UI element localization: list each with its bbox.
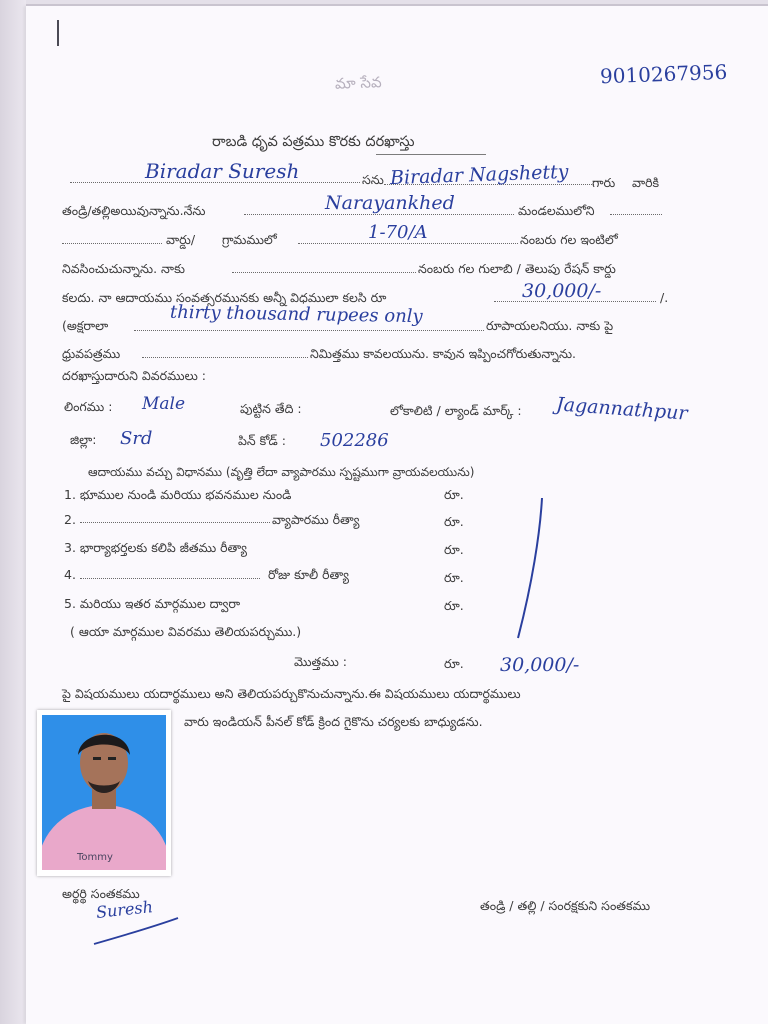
person-silhouette bbox=[42, 715, 166, 870]
declaration-line-2: వారు ఇండియన్ పీనల్ కోడ్ క్రింద గైకొను చర్యలకు బాధ్యుడను. bbox=[184, 714, 483, 729]
text-parent-mandal: తండ్రి/తల్లిఅయివున్నాను.నేను bbox=[62, 203, 206, 218]
rupee-label-3: రూ. bbox=[444, 542, 464, 557]
applicant-signature-label: అర్థర్థి సంతకము bbox=[62, 886, 140, 901]
applicant-signature: Suresh bbox=[95, 897, 154, 922]
applicant-name: Biradar Suresh bbox=[145, 159, 300, 183]
photo-background bbox=[42, 715, 166, 870]
income-item-4-num: 4. bbox=[64, 567, 76, 582]
line4-dots bbox=[232, 272, 416, 273]
gender-value: Male bbox=[142, 394, 186, 414]
text-needed: నిమిత్తము కావలయును. కావున ఇప్పించగోరుతున్నాను. bbox=[310, 346, 577, 361]
text-mandal-lo: మండలములోని bbox=[518, 203, 595, 218]
income-in-words: thirty thousand rupees only bbox=[169, 301, 423, 328]
income-end-mark: /. bbox=[660, 290, 669, 305]
form-title: రాబడి ధృవ పత్రము కొరకు దరఖాస్తు bbox=[212, 134, 415, 150]
text-in-words: (అక్షరాలా bbox=[62, 318, 109, 333]
text-income: కలదు. నా ఆదాయము సంవత్సరమునకు అన్నీ విధములా కలసి రూ bbox=[62, 290, 387, 305]
text-rupees: రూపాయలనియు. నాకు పై bbox=[486, 318, 614, 333]
text-ration-card: నంబరు గల గులాబి / తెలుపు రేషన్ కార్డు bbox=[418, 261, 616, 276]
locality-label: లోకాలిటి / ల్యాండ్ మార్క్ : bbox=[390, 403, 522, 418]
rupee-label-total: రూ. bbox=[444, 656, 464, 671]
pincode-label: పిన్ కోడ్ : bbox=[238, 433, 286, 448]
text-village: గ్రామములో bbox=[222, 232, 277, 247]
page-top-edge bbox=[26, 4, 768, 6]
income-item-2-num: 2. bbox=[64, 512, 76, 527]
phone-number: 9010267956 bbox=[599, 59, 728, 89]
income-other-note: ( ఆయా మార్గముల వివరము తెలియపర్చుము.) bbox=[70, 624, 302, 639]
item2-dots bbox=[80, 522, 270, 523]
text-gaaru: గారు bbox=[592, 175, 616, 190]
income-item-3: 3. భార్యాభర్తలకు కలిపి జీతము రీత్యా bbox=[64, 540, 247, 555]
line3-dots-a bbox=[62, 243, 162, 244]
father-name: Biradar Nagshetty bbox=[389, 160, 569, 190]
rupee-label-1: రూ. bbox=[444, 487, 464, 502]
line6-dots bbox=[134, 330, 484, 331]
house-number: 1-70/A bbox=[368, 222, 428, 243]
title-underline bbox=[376, 154, 486, 155]
dob-label: పుట్టిన తేది : bbox=[240, 401, 302, 416]
line2-dots-b bbox=[610, 214, 662, 215]
text-number-house: నంబరు గల ఇంటిలో bbox=[520, 232, 618, 247]
rupee-label-4: రూ. bbox=[444, 570, 464, 585]
rupee-label-2: రూ. bbox=[444, 514, 464, 529]
shirt-logo-text: Tommy bbox=[77, 852, 113, 863]
top-stamp: మా సేవ bbox=[334, 73, 382, 93]
line3-dots-b bbox=[298, 243, 518, 244]
text-certificate: ధ్రువపత్రము bbox=[62, 346, 121, 361]
line7-dots bbox=[142, 357, 308, 358]
text-residing: నివసించుచున్నాను. నాకు bbox=[62, 261, 185, 276]
income-heading: ఆదాయము వచ్చు విధానము (వృత్తి లేదా వ్యాపారము స్పష్టముగా వ్రాయవలయును) bbox=[88, 465, 475, 479]
declaration-line-1: పై విషయములు యదార్థములు అని తెలియపర్చుకొనుచున్నాను.ఈ విషయములు యదార్థములు bbox=[62, 686, 521, 701]
total-value: 30,000/- bbox=[500, 654, 580, 676]
rupee-label-5: రూ. bbox=[444, 598, 464, 613]
applicant-photo bbox=[37, 710, 171, 876]
income-item-4: రోజు కూలీ రీత్యా bbox=[268, 567, 349, 582]
text-ward: వార్డు/ bbox=[166, 232, 196, 247]
scan-edge-shadow bbox=[0, 0, 26, 1024]
district-value: Srd bbox=[120, 428, 153, 449]
text-details: దరఖాస్తుదారుని వివరములు : bbox=[62, 368, 207, 383]
line2-dots-a bbox=[244, 214, 514, 215]
income-item-1: 1. భూముల నుండి మరియు భవనముల నుండి bbox=[64, 487, 292, 502]
locality-value: Jagannathpur bbox=[555, 393, 689, 425]
income-item-5: 5. మరియు ఇతర మార్గముల ద్వారా bbox=[64, 596, 241, 611]
annual-income: 30,000/- bbox=[522, 280, 602, 302]
text-vaariki: వారికి bbox=[632, 175, 660, 190]
income-strike-line bbox=[510, 494, 550, 644]
income-item-2: వ్యాపారము రీత్యా bbox=[272, 512, 360, 527]
pincode-value: 502286 bbox=[320, 430, 389, 451]
gender-label: లింగము : bbox=[64, 399, 113, 414]
margin-mark bbox=[57, 20, 59, 46]
signature-stroke bbox=[92, 914, 182, 948]
total-label: మొత్తము : bbox=[294, 654, 348, 669]
parent-signature-label: తండ్రి / తల్లి / సంరక్షకుని సంతకము bbox=[480, 898, 651, 913]
item4-dots bbox=[80, 578, 260, 579]
mandal-name: Narayankhed bbox=[325, 192, 455, 214]
district-label: జిల్లా: bbox=[70, 432, 97, 447]
text-s-o: సను bbox=[362, 172, 384, 187]
